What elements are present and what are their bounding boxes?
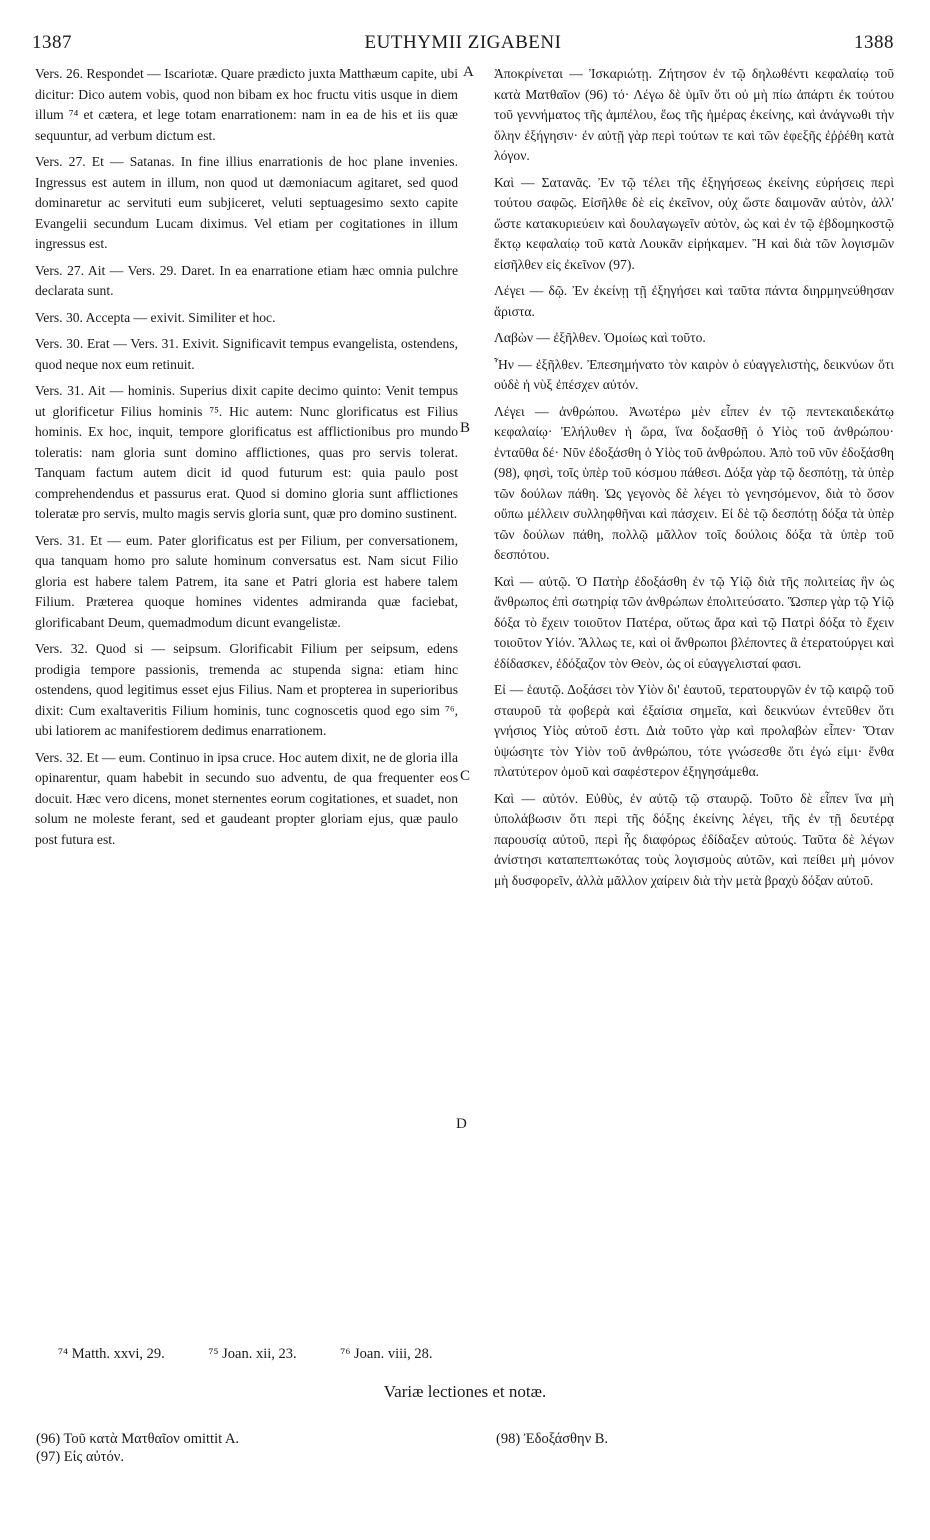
latin-paragraph: Vers. 32. Et — eum. Continuo in ipsa cruce. Hoc autem dixit, ne de gloria illa opinarentur, quam habebit in secundo suo adventu, de qua frequenter eos docuit. Hæc vero dicens, monet sternentes eorum cogitationes, et suadet, non solum ne moleste ferant, sed et gaudeant propter gloriam ejus, quæ paulo post futura est. bbox=[35, 749, 458, 847]
greek-paragraph: Λέγει — δῷ. Ἐν ἐκείνῃ τῇ ἐξηγήσει καὶ ταῦτα πάντα διηρμηνεύθησαν ἄριστα. bbox=[494, 283, 894, 319]
margin-marker-a: A bbox=[463, 64, 474, 80]
greek-paragraph: Ἀποκρίνεται — Ἰσκαριώτῃ. Ζήτησον ἐν τῷ δηλωθέντι κεφαλαίῳ τοῦ κατὰ Ματθαῖον (96) τό· Λέγω δὲ ὑμῖν ὅτι οὐ μὴ πίω ἀπάρτι ἐκ τούτου τοῦ γεννήματος τῆς ἀμπέλου, ἕως τῆς ἡμέρας ἐκείνης, καὶ ἀνάγνωθι τὴν ὅλην ἐξήγησιν· ἐν αὐτῇ γὰρ περὶ τούτων τε καὶ τῶν ἐφεξῆς ἐῤῥέθη κατὰ λόγον. bbox=[494, 66, 894, 163]
notes-left bbox=[36, 1430, 456, 1466]
greek-paragraph: Λαβὼν — ἐξῆλθεν. Ὁμοίως καὶ τοῦτο. bbox=[494, 330, 706, 345]
greek-paragraph: Ἦν — ἐξῆλθεν. Ἐπεσημήνατο τὸν καιρὸν ὁ εὐαγγελιστὴς, δεικνύων ὅτι οὐδὲ ἡ νὺξ ἐπέσχεν αὐτόν. bbox=[494, 356, 894, 392]
greek-paragraph: Καὶ — αὐτόν. Εὐθὺς, ἐν αὐτῷ τῷ σταυρῷ. Τοῦτο δὲ εἶπεν ἵνα μὴ ὑπολάβωσιν ὅτι περὶ τῆς δόξης ἐκείνης λέγει, τῆς ἐν τῇ δευτέρᾳ παρουσίᾳ αὐτοῦ, περὶ ἧς διαφόρως ἐδίδαξεν αὐτούς. Ταῦτα δὲ λέγων ἀνίστησι καταπεπτωκότας τοὺς λογισμοὺς αὐτῶν, καὶ πείθει μὴ μόνον μὴ δυσφορεῖν, ἀλλὰ μᾶλλον χαίρειν διὰ τὴν μετὰ βραχὺ δόξαν αὐτοῦ. bbox=[494, 790, 894, 888]
latin-paragraph: Vers. 30. Erat — Vers. 31. Exivit. Significavit tempus evangelista, ostendens, quod neque nox eum retinuit. bbox=[35, 336, 458, 372]
latin-paragraph: Vers. 31. Et — eum. Pater glorificatus est per Filium, per conversationem, qua tanquam homo pro salute hominum conversatus est. Nam sicut Filio gloria est habere talem Patrem, ita sane et Patri gloria est habere talem Filium. Præterea quoque homines videntes admiranda quæ faciebat, glorificabant Deum, quemadmodum dicunt evangelistæ. bbox=[35, 532, 458, 630]
right-page-number: 1388 bbox=[853, 32, 894, 53]
margin-marker-d: D bbox=[456, 1116, 467, 1132]
greek-column bbox=[494, 64, 894, 897]
latin-paragraph: Vers. 26. Respondet — Iscariotæ. Quare prædicto juxta Matthæum capite, ubi dicitur: Dico autem vobis, quod non bibam ex hoc fructu vitis usque in diem illum ⁷⁴ et cætera, et lege totam enarrationem: nam in ea de his et iis quæ sequuntur, ad verbum dictum est. bbox=[35, 66, 458, 143]
running-title: EUTHYMII ZIGABENI bbox=[364, 32, 562, 53]
footnote: ⁷⁶ Joan. viii, 28. bbox=[340, 1346, 433, 1362]
variant-note: (98) Ἐδοξάσθην B. bbox=[496, 1431, 609, 1447]
greek-paragraph: Καὶ — Σατανᾶς. Ἐν τῷ τέλει τῆς ἐξηγήσεως ἐκείνης εὑρήσεις περὶ τούτου σαφῶς. Εἰσῆλθε δὲ εἰς ἐκεῖνον, οὐχ ὥστε δαιμονᾶν αὐτὸν, ἀλλ' ὥστε κατακυριεύειν καὶ δουλαγωγεῖν αὐτὸν, ὡς καὶ ἐν τῷ ἑβδομηκοστῷ ἕκτῳ κεφαλαίῳ τοῦ κατὰ Λουκᾶν εἰρήκαμεν. Ἢ καὶ διὰ τῶν λογισμῶν εἰσῆλθεν εἰς ἐκεῖνον (97). bbox=[494, 174, 894, 272]
latin-paragraph: Vers. 27. Et — Satanas. In fine illius enarrationis de hoc plane invenies. Ingressus est autem in illum, non quod ut dæmoniacum agitaret, sed quod dominaretur ac servituti eum subjiceret, veluti septuagesimo sexto capite Evangelii secundum Lucam diximus. Vel etiam per cogitationes in illum ingressus est. bbox=[35, 154, 458, 251]
latin-paragraph: Vers. 31. Ait — hominis. Superius dixit capite decimo quinto: Venit tempus ut glorificetur Filius hominis ⁷⁵. Hic autem: Nunc glorificatus est Filius hominis. Ex hoc, inquit, tempore glorificatus est afflictionibus pro mundo toleratis: nam gloria sunt domino afflictiones, quas pro servis tolerat. Tanquam factum autem dicit id quod futurum est: quia paulo post comprehendendus et passurus erat. Quod si domino gloria sunt afflictiones toleratæ pro servis, multo magis servis gloria sunt, quæ pro domino sustinent. bbox=[35, 383, 458, 521]
variant-note: (96) Τοῦ κατὰ Ματθαῖον omittit A. bbox=[36, 1431, 240, 1447]
latin-paragraph: Vers. 32. Quod si — seipsum. Glorificabit Filium per seipsum, edens prodigia tempore passionis, tremenda ac stupenda signa: etiam hinc ostendens, quod legitimus esset ejus Filius. Nam et propterea in superioribus dixit: Cum exaltaveritis Filium hominis, tunc cognoscetis quod ego sim ⁷⁶, ubi latiorem ac manifestiorem dedimus enarrationem. bbox=[35, 641, 458, 738]
footnote: ⁷⁴ Matth. xxvi, 29. bbox=[58, 1346, 165, 1362]
notes-right bbox=[496, 1430, 896, 1448]
scripture-footnotes bbox=[58, 1346, 878, 1363]
margin-marker-c: C bbox=[460, 768, 471, 784]
greek-paragraph: Λέγει — ἀνθρώπου. Ἀνωτέρω μὲν εἶπεν ἐν τῷ πεντεκαιδεκάτῳ κεφαλαίῳ· Ἐλήλυθεν ἡ ὥρα, ἵνα δοξασθῇ ὁ Υἱὸς τοῦ ἀνθρώπου· ἐνταῦθα δέ· Νῦν ἐδοξάσθη ὁ Υἱὸς τοῦ ἀνθρώπου. Ἀπὸ τοῦ νῦν ἐδοξάσθη (98), φησὶ, τοῖς ὑπὲρ τοῦ κόσμου πάθεσι. Δόξα γὰρ τῷ δεσπότῃ, τὰ ὑπὲρ τῶν δούλων πάθη. Ὡς γεγονὸς δὲ λέγει τὸ γενησόμενον, διὰ τὸ ὅσον οὔπω μέλλειν συλληφθῆναι καὶ πάσχειν. Εἰ δὲ τῷ δεσπότῃ δόξα τὰ ὑπὲρ τῶν δούλων πάθη, πολλῷ μᾶλλον τοῖς δούλοις δόξα τὰ ὑπὲρ τοῦ δεσπότου. bbox=[494, 403, 894, 562]
left-page-number: 1387 bbox=[32, 32, 72, 53]
greek-paragraph: Εἰ — ἑαυτῷ. Δοξάσει τὸν Υἱὸν δι' ἑαυτοῦ, τερατουργῶν ἐν τῷ καιρῷ τοῦ σταυροῦ τὰ φοβερὰ καὶ ἐξαίσια σημεῖα, καὶ δεικνύων ἐντεῦθεν ὅτι γνήσιος Υἱὸς αὐτοῦ ἐστι. Διὰ τοῦτο γὰρ καὶ προλαβὼν εἶπεν· Ὅταν ὑψώσητε τὸν Υἱὸν τοῦ ἀνθρώπου, τότε γνώσεσθε ὅτι ἐγώ εἰμι· ἔνθα πλατύτερον ὁμοῦ καὶ σαφέστερον ἐξηγησάμεθα. bbox=[494, 682, 894, 779]
running-header bbox=[32, 32, 894, 60]
latin-paragraph: Vers. 30. Accepta — exivit. Similiter et hoc. bbox=[35, 309, 276, 325]
latin-paragraph: Vers. 27. Ait — Vers. 29. Daret. In ea enarratione etiam hæc omnia pulchre declarata sunt. bbox=[35, 262, 458, 298]
variant-note: (97) Εἰς αὐτόν. bbox=[36, 1449, 124, 1465]
footnote: ⁷⁵ Joan. xii, 23. bbox=[208, 1346, 297, 1362]
notes-heading: Variæ lectiones et notæ. bbox=[383, 1382, 547, 1401]
latin-column bbox=[35, 64, 458, 856]
margin-marker-b: B bbox=[460, 420, 471, 436]
greek-paragraph: Καὶ — αὐτῷ. Ὁ Πατὴρ ἐδοξάσθη ἐν τῷ Υἱῷ διὰ τῆς πολιτείας ἣν ὡς ἄνθρωπος ἐπὶ σωτηρίᾳ τῶν ἀνθρώπων ἐπολιτεύσατο. Ὥσπερ γὰρ τῷ Υἱῷ δόξα τὸ ἔχειν τοιοῦτον Πατέρα, οὕτως ἄρα καὶ τῷ Πατρὶ δόξα τὸ ἔχειν τοιοῦτον Υἱόν. Ἄλλως τε, καὶ οἱ ἄνθρωποι βλέποντες ἃ ἐτερατούργει καὶ ἐδίδασκεν, ἐδόξαζον τὸν Θεὸν, ὡς οἱ εὐαγγελισταί φασι. bbox=[494, 573, 894, 671]
